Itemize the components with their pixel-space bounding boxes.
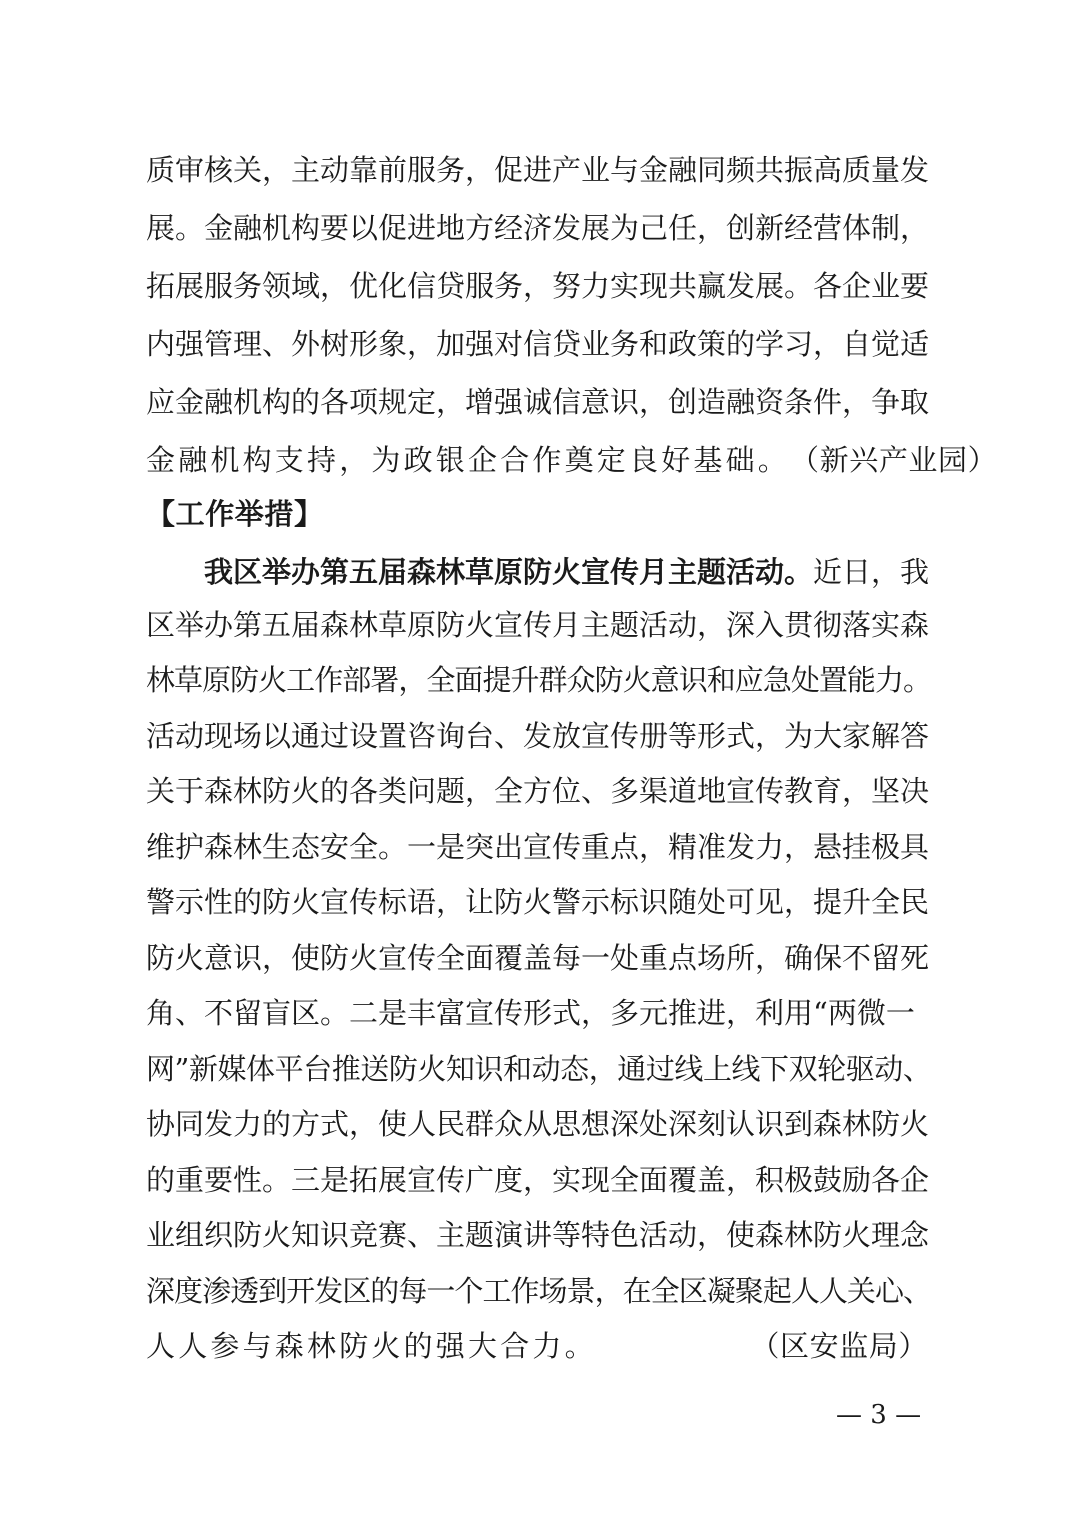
para2-lead-rest: 近日，我 [813, 555, 930, 589]
page-number: — 3 — [836, 1400, 922, 1430]
para1-line-4: 内强管理、外树形象，加强对信贷业务和政策的学习，自觉适 [146, 327, 930, 361]
para2-lead-title: 我区举办第五届森林草原防火宣传月主题活动。 [204, 555, 814, 589]
para1-line-3: 拓展服务领域，优化信贷服务，努力实现共赢发展。各企业要 [146, 269, 930, 303]
para2-line-5: 维护森林生态安全。一是突出宣传重点，精准发力，悬挂极具 [146, 830, 930, 864]
para2-line-11: 的重要性。三是拓展宣传广度，实现全面覆盖，积极鼓励各企 [146, 1163, 930, 1197]
para1-attribution: （新兴产业园） [790, 443, 998, 477]
para2-line-10: 协同发力的方式，使人民群众从思想深处深刻认识到森林防火 [146, 1107, 930, 1141]
para2-first-line [146, 552, 932, 592]
para1-last-line-text: 金融机构支持，为政银企合作奠定良好基础。 [146, 443, 791, 477]
para2-last-line-text: 人人参与森林防火的强大合力。 [146, 1329, 597, 1363]
para2-line-13: 深度渗透到开发区的每一个工作场景，在全区凝聚起人人关心、 [146, 1274, 932, 1308]
para2-line-1: 区举办第五届森林草原防火宣传月主题活动，深入贯彻落实森 [146, 608, 930, 642]
para2-line-3: 活动现场以通过设置咨询台、发放宣传册等形式，为大家解答 [146, 719, 930, 753]
para1-line-2: 展。金融机构要以促进地方经济发展为己任，创新经营体制， [146, 211, 930, 245]
para2-line-2: 林草原防火工作部署，全面提升群众防火意识和应急处置能力。 [146, 663, 932, 697]
para2-line-8: 角、不留盲区。二是丰富宣传形式，多元推进，利用“两微一 [146, 996, 915, 1030]
para2-line-6: 警示性的防火宣传标语，让防火警示标识随处可见，提升全民 [146, 885, 930, 919]
para2-line-7: 防火意识，使防火宣传全面覆盖每一处重点场所，确保不留死 [146, 941, 930, 975]
para2-line-12: 业组织防火知识竞赛、主题演讲等特色活动，使森林防火理念 [146, 1218, 930, 1252]
para2-last-line [146, 1326, 932, 1366]
para1-last-line [146, 440, 998, 480]
para2-attribution: （区安监局） [750, 1329, 928, 1363]
section-heading: 【工作举措】 [146, 497, 324, 531]
para1-line-5: 应金融机构的各项规定，增强诚信意识，创造融资条件，争取 [146, 385, 930, 419]
para1-line-1: 质审核关，主动靠前服务，促进产业与金融同频共振高质量发 [146, 153, 930, 187]
para2-line-9: 网”新媒体平台推送防火知识和动态，通过线上线下双轮驱动、 [146, 1052, 932, 1086]
para2-line-4: 关于森林防火的各类问题，全方位、多渠道地宣传教育，坚决 [146, 774, 930, 808]
